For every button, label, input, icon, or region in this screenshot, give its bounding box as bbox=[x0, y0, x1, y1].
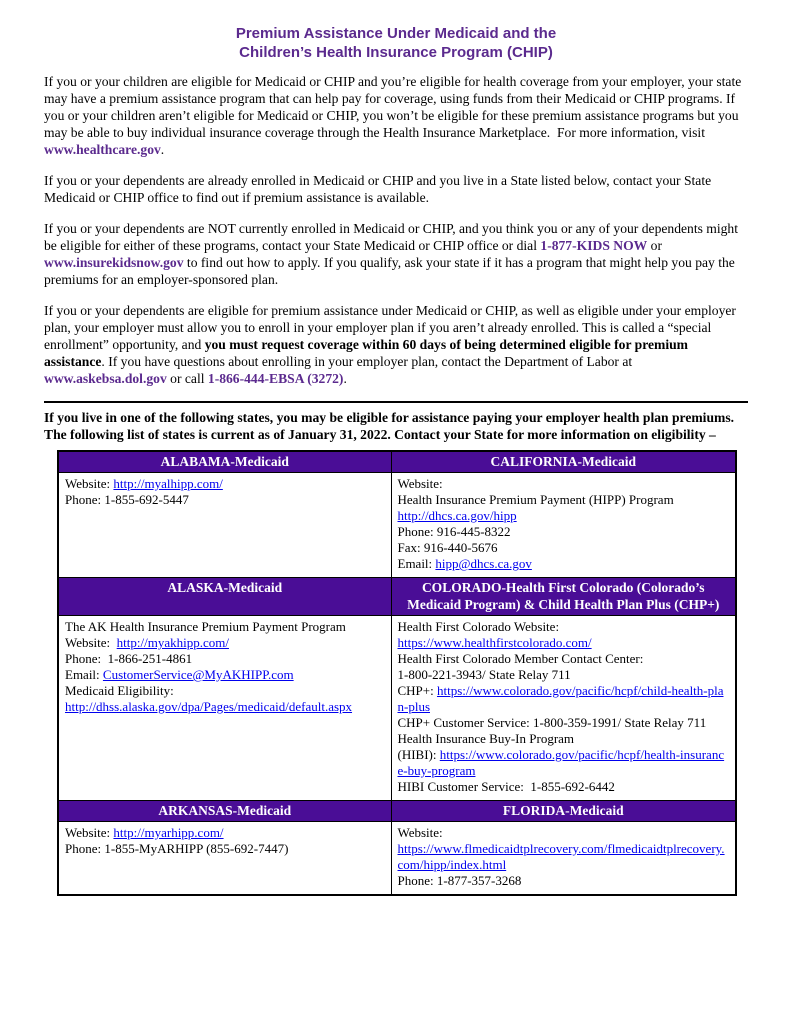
alaska-phone: Phone: 1-866-251-4861 bbox=[65, 651, 193, 666]
askebsa-dol-gov-link[interactable]: www.askebsa.dol.gov bbox=[44, 371, 167, 386]
table-content-row-2 bbox=[58, 616, 736, 801]
state-cell-alaska bbox=[58, 616, 391, 801]
table-header-row-1 bbox=[58, 451, 736, 473]
california-email-link[interactable]: hipp@dhcs.ca.gov bbox=[435, 556, 532, 571]
state-header-alabama: ALABAMA-Medicaid bbox=[58, 451, 391, 473]
california-website-label: Website: bbox=[397, 476, 446, 491]
special-enrollment-paragraph bbox=[44, 302, 748, 387]
already-enrolled-text: If you or your dependents are already enrolled in Medicaid or CHIP and you live in a State listed below, contact your State Medicaid or CHIP office to find out if premium assistance is available. bbox=[44, 173, 715, 205]
healthcare-gov-link[interactable]: www.healthcare.gov bbox=[44, 142, 161, 157]
not-enrolled-text: If you or your dependents are NOT currently enrolled in Medicaid or CHIP, and you think you or any of your dependents might be eligible for either of these programs, contact your State Medicaid or CHIP office or dial bbox=[44, 221, 742, 253]
state-contact-table-wrap bbox=[57, 450, 748, 896]
state-cell-florida bbox=[391, 822, 736, 896]
colorado-contact-center-label: Health First Colorado Member Contact Center: bbox=[397, 651, 647, 666]
state-contact-table bbox=[57, 450, 737, 896]
states-list-intro-text: If you live in one of the following states, you may be eligible for assistance paying your employer health plan premiums. The following list of states is current as of January 31, 2022. Contact your State for more information on eligibility – bbox=[44, 410, 735, 442]
alaska-email-link[interactable]: CustomerService@MyAKHIPP.com bbox=[102, 667, 294, 682]
state-cell-arkansas bbox=[58, 822, 391, 896]
colorado-hibi-customer-service: HIBI Customer Service: 1-855-692-6442 bbox=[397, 779, 615, 794]
sixty-day-requirement-text: you must request coverage within 60 days of being determined eligible for premium assistance bbox=[44, 337, 692, 369]
california-email-label: Email: bbox=[397, 556, 436, 571]
alaska-medicaid-eligibility-label: Medicaid Eligibility: bbox=[65, 683, 177, 698]
colorado-website-label: Health First Colorado Website: bbox=[397, 619, 563, 634]
alabama-website-line bbox=[65, 476, 385, 492]
states-list-intro bbox=[44, 409, 748, 443]
page-title bbox=[44, 24, 748, 62]
alabama-phone: Phone: 1-855-692-5447 bbox=[65, 492, 189, 507]
state-header-florida: FLORIDA-Medicaid bbox=[391, 801, 736, 822]
not-enrolled-text-2: or bbox=[647, 238, 666, 253]
alaska-email-label: Email: bbox=[65, 667, 103, 682]
colorado-chp-link[interactable]: https://www.colorado.gov/pacific/hcpf/child-health-plan-plus bbox=[397, 683, 724, 714]
state-cell-colorado bbox=[391, 616, 736, 801]
colorado-chp-label: CHP+: bbox=[397, 683, 437, 698]
california-program-name: Health Insurance Premium Payment (HIPP) Program bbox=[397, 492, 674, 507]
table-content-row-1 bbox=[58, 473, 736, 578]
alabama-website-link[interactable]: http://myalhipp.com/ bbox=[113, 476, 223, 491]
special-enrollment-text: If you or your dependents are eligible for premium assistance under Medicaid or CHIP, as well as eligible under your employer plan, your employer must allow you to enroll in your employer plan if you aren’t already enrolled. This is called a “special enrollment” opportunity, and bbox=[44, 303, 740, 352]
alaska-program-name: The AK Health Insurance Premium Payment Program bbox=[65, 619, 346, 634]
special-enrollment-text-3: or call bbox=[166, 371, 208, 386]
table-header-row-2 bbox=[58, 578, 736, 616]
colorado-contact-center-phone: 1-800-221-3943/ State Relay 711 bbox=[397, 667, 571, 682]
state-header-alaska: ALASKA-Medicaid bbox=[58, 578, 391, 616]
arkansas-phone: Phone: 1-855-MyARHIPP (855-692-7447) bbox=[65, 841, 289, 856]
page-title-line1: Premium Assistance Under Medicaid and the bbox=[235, 25, 557, 42]
colorado-healthfirst-link[interactable]: https://www.healthfirstcolorado.com/ bbox=[397, 635, 592, 650]
california-fax: Fax: 916-440-5676 bbox=[397, 540, 498, 555]
kids-now-phone: 1-877-KIDS NOW bbox=[540, 238, 648, 253]
intro-text: If you or your children are eligible for Medicaid or CHIP and you’re eligible for health coverage from your employer, your state may have a premium assistance program that can help pay for coverage, using funds from their Medicaid or CHIP programs. If you or your children aren’t eligible for Medicaid or CHIP, you won’t be eligible for these premium assistance programs but you may be able to buy individual insurance coverage through the Health Insurance Marketplace. For more information, visit bbox=[44, 74, 745, 140]
alaska-website-link[interactable]: http://myakhipp.com/ bbox=[116, 635, 229, 650]
florida-website-link[interactable]: https://www.flmedicaidtplrecovery.com/flmedicaidtplrecovery.com/hipp/index.html bbox=[397, 841, 725, 872]
california-hipp-link[interactable]: http://dhcs.ca.gov/hipp bbox=[397, 508, 517, 523]
table-header-row-3 bbox=[58, 801, 736, 822]
florida-website-label: Website: bbox=[397, 825, 446, 840]
colorado-chp-line bbox=[398, 683, 730, 715]
state-header-california: CALIFORNIA-Medicaid bbox=[391, 451, 736, 473]
table-content-row-3 bbox=[58, 822, 736, 896]
california-phone: Phone: 916-445-8322 bbox=[397, 524, 511, 539]
intro-text-end: . bbox=[160, 142, 165, 157]
arkansas-website-label: Website: bbox=[65, 825, 114, 840]
state-header-arkansas: ARKANSAS-Medicaid bbox=[58, 801, 391, 822]
alaska-website-label: Website: bbox=[65, 635, 117, 650]
page-title-line2: Children’s Health Insurance Program (CHIP) bbox=[239, 44, 553, 61]
alaska-medicaid-eligibility-link[interactable]: http://dhss.alaska.gov/dpa/Pages/medicaid/default.aspx bbox=[65, 699, 353, 714]
arkansas-website-line bbox=[65, 825, 385, 841]
alabama-website-label: Website: bbox=[65, 476, 114, 491]
not-enrolled-paragraph bbox=[44, 220, 748, 288]
colorado-hibi-label: (HIBI): bbox=[397, 747, 440, 762]
state-cell-alabama bbox=[58, 473, 391, 578]
colorado-chp-customer-service: CHP+ Customer Service: 1-800-359-1991/ State Relay 711 bbox=[397, 715, 707, 730]
section-divider bbox=[44, 401, 748, 403]
not-enrolled-text-3: to find out how to apply. If you qualify, ask your state if it has a program that might help you pay the premiums for an employer-sponsored plan. bbox=[44, 255, 739, 287]
insurekidsnow-gov-link[interactable]: www.insurekidsnow.gov bbox=[44, 255, 184, 270]
alaska-website-line bbox=[65, 635, 385, 651]
intro-paragraph bbox=[44, 73, 748, 158]
already-enrolled-paragraph bbox=[44, 172, 748, 206]
colorado-hibi-program-name: Health Insurance Buy-In Program bbox=[397, 731, 575, 746]
florida-phone: Phone: 1-877-357-3268 bbox=[397, 873, 522, 888]
state-cell-california bbox=[391, 473, 736, 578]
colorado-hibi-line bbox=[398, 747, 730, 779]
special-enrollment-text-4: . bbox=[343, 371, 347, 386]
arkansas-website-link[interactable]: http://myarhipp.com/ bbox=[113, 825, 224, 840]
ebsa-phone: 1-866-444-EBSA (3272) bbox=[207, 371, 344, 386]
state-header-colorado: COLORADO-Health First Colorado (Colorado’s Medicaid Program) & Child Health Plan Plus (CHP+) bbox=[391, 578, 736, 616]
california-email-line bbox=[398, 556, 730, 572]
colorado-hibi-link[interactable]: https://www.colorado.gov/pacific/hcpf/health-insurance-buy-program bbox=[397, 747, 725, 778]
alaska-email-line bbox=[65, 667, 385, 683]
special-enrollment-text-2: . If you have questions about enrolling in your employer plan, contact the Department of Labor at bbox=[101, 354, 636, 369]
